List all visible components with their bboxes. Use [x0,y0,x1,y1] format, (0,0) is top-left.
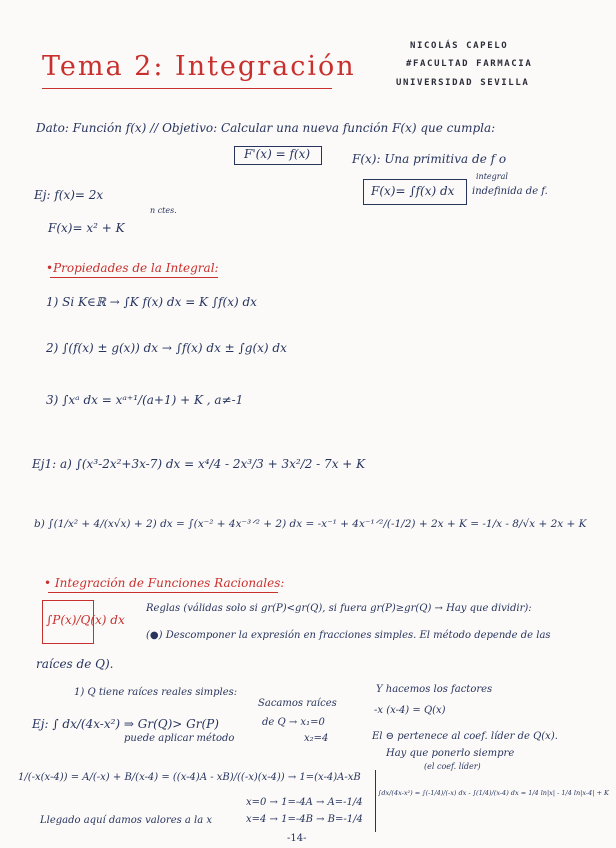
exercise-1b: b) ∫(1/x² + 4/(x√x) + 2) dx = ∫(x⁻² + 4x⁻³ᐟ² + 2) dx = -x⁻¹ + 4x⁻¹ᐟ²/(-1/2) + 2x + K = -1/x - 8/√x + 2x + K [34,518,587,530]
el-note: El ⊖ pertenece al coef. líder de Q(x). [372,731,558,742]
result-divider [375,770,376,832]
example-f: Ej: f(x)= 2x [34,188,104,202]
factor-eq: -x (x-4) = Q(x) [374,705,446,716]
llegado-line: Llegado aquí damos valores a la x [40,815,213,826]
puede-line: puede aplicar método [124,733,235,744]
rational-underline [48,592,278,593]
case-1-heading: 1) Q tiene raíces reales simples: [74,687,238,698]
property-2: 2) ∫(f(x) ± g(x)) dx → ∫f(x) dx ± ∫g(x) dx [46,341,287,355]
decomposition-line: 1/(-x(x-4)) = A/(-x) + B/(x-4) = ((x-4)A - xB)/((-x)(x-4)) → 1=(x-4)A-xB [18,772,361,783]
title-underline [42,88,332,89]
properties-underline [50,277,218,278]
x4-line: x=4 → 1=-4B → B=-1/4 [246,814,363,825]
x2-line: x₂=4 [304,733,329,744]
de-q-line: de Q → x₁=0 [262,717,325,728]
exercise-1a: Ej1: a) ∫(x³-2x²+3x-7) dx = x⁴/4 - 2x³/3 + 3x²/2 - 7x + K [32,457,366,471]
rational-rule: Reglas (válidas solo si gr(P)<gr(Q), si fuera gr(P)≥gr(Q) → Hay que dividir): [146,603,532,614]
result-line: ∫dx/(4x-x²) = ∫(-1/4)/(-x) dx - ∫(1/4)/(x-4) dx = 1/4 ln|x| - 1/4 ln|x-4| + K [378,789,609,797]
primitiva-line: F(x): Una primitiva de f o [352,152,507,166]
x0-line: x=0 → 1=-4A → A=-1/4 [246,797,363,808]
author-university: UNIVERSIDAD SEVILLA [396,78,530,88]
hay-line: Hay que ponerlo siempre [386,748,515,759]
author-faculty: #FACULTAD FARMACIA [406,59,533,69]
rational-step: (●) Descomponer la expresión en fracciones simples. El método depende de las [146,630,551,641]
rational-heading: • Integración de Funciones Racionales: [44,576,285,590]
properties-heading: •Propiedades de la Integral: [46,261,219,275]
example-F: F(x)= x² + K [48,221,125,235]
author-name: NICOLÁS CAPELO [410,41,509,51]
integral-note-bottom: indefinida de f. [472,186,548,197]
rational-step-cont: raíces de Q). [36,657,114,671]
page-number: -14- [287,833,307,844]
integral-note-top: integral [476,172,508,181]
property-1: 1) Si K∈ℝ → ∫K f(x) dx = K ∫f(x) dx [46,295,257,309]
integral-box-text: F(x)= ∫f(x) dx [371,184,455,198]
sacamos-line: Sacamos raíces [258,698,337,709]
hay-note: (el coef. líder) [424,762,481,771]
page-title: Tema 2: Integración [42,51,356,82]
factors-line: Y hacemos los factores [376,684,493,695]
dato-line: Dato: Función f(x) // Objetivo: Calcular una nueva función F(x) que cumpla: [36,121,496,135]
rational-example: Ej: ∫ dx/(4x-x²) ⇒ Gr(Q)> Gr(P) [32,717,219,731]
rational-box-text: ∫P(x)/Q(x) dx [46,613,125,627]
property-3: 3) ∫xᵃ dx = xᵃ⁺¹/(a+1) + K , a≠-1 [46,393,244,407]
condition-text: F'(x) = f(x) [244,147,311,161]
example-note: n ctes. [150,206,177,215]
